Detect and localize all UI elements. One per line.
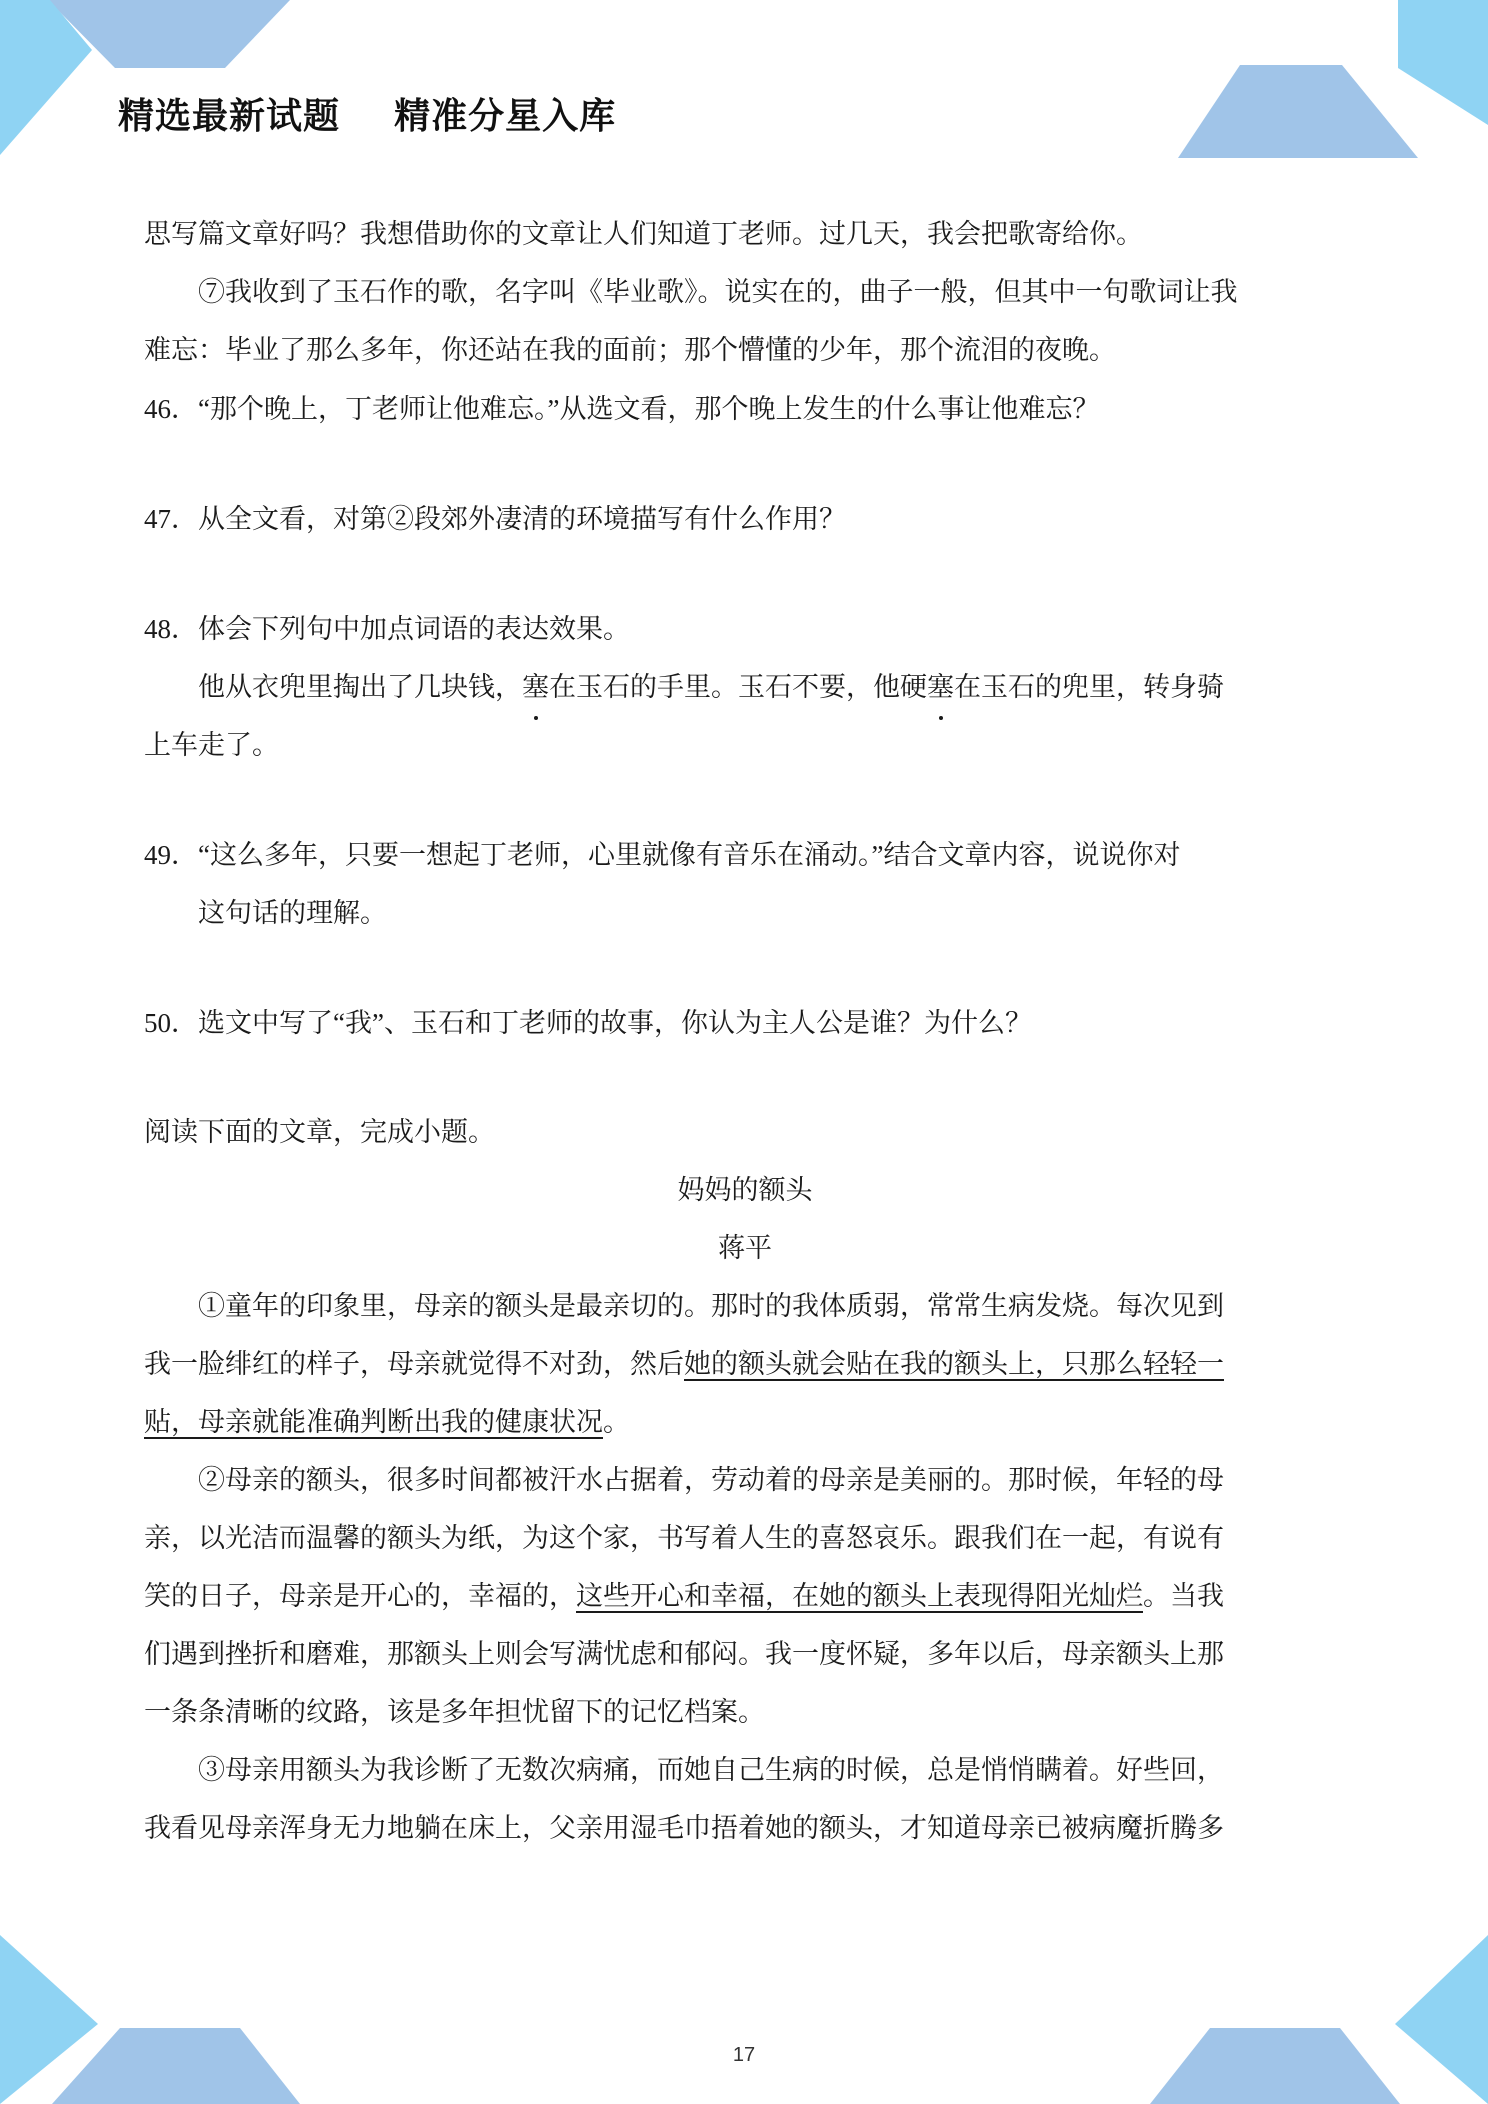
sentence-text: 他从衣兜里掏出了几块钱， <box>198 672 522 702</box>
question-49: 49．“这么多年，只要一想起丁老师，心里就像有音乐在涌动。”结合文章内容，说说你对 <box>144 840 1181 870</box>
deco-top-right-band <box>1178 65 1418 158</box>
paragraph-7-line: ⑦我收到了玉石作的歌，名字叫《毕业歌》。说实在的，曲子一般，但其中一句歌词让我 <box>198 277 1238 308</box>
paragraph-3-line: ③母亲用额头为我诊断了无数次病痛，而她自己生病的时候，总是悄悄瞒着。好些回， <box>198 1755 1224 1786</box>
deco-bottom-right-triangle <box>1395 1935 1488 2104</box>
deco-top-right-triangle <box>1398 0 1488 125</box>
dotted-word: 塞 <box>927 658 954 716</box>
paragraph-2-line: ②母亲的额头，很多时间都被汗水占据着，劳动着的母亲是美丽的。那时候，年轻的母 <box>198 1465 1224 1496</box>
paragraph-text: 。当我 <box>1143 1581 1224 1612</box>
question-50: 50．选文中写了“我”、玉石和丁老师的故事，你认为主人公是谁？为什么？ <box>144 1008 1032 1038</box>
reading-instruction: 阅读下面的文章，完成小题。 <box>144 1117 495 1148</box>
paragraph-2-line: 们遇到挫折和磨难，那额头上则会写满忧虑和郁闷。我一度怀疑，多年以后，母亲额头上那 <box>144 1639 1224 1670</box>
underlined-sentence: 这些开心和幸福，在她的额头上表现得阳光灿烂 <box>576 1581 1143 1612</box>
article-author: 蒋平 <box>718 1233 772 1264</box>
answer-space <box>144 438 1346 490</box>
question-46: 46．“那个晚上，丁老师让他难忘。”从选文看，那个晚上发生的什么事让他难忘？ <box>144 394 1100 424</box>
question-49-cont: 这句话的理解。 <box>198 898 387 928</box>
page-number: 17 <box>732 2044 756 2066</box>
paragraph-1-line <box>144 1336 1346 1394</box>
paragraph-2-line: 一条条清晰的纹路，该是多年担忧留下的记忆档案。 <box>144 1697 765 1728</box>
paragraph-text: 我一脸绯红的样子，母亲就觉得不对劲，然后 <box>144 1349 684 1380</box>
paragraph-1-line <box>144 1394 1346 1452</box>
article-title: 妈妈的额头 <box>677 1175 813 1206</box>
page-content <box>144 206 1346 1858</box>
underlined-sentence: 她的额头就会贴在我的额头上，只那么轻轻一 <box>684 1349 1224 1380</box>
underlined-sentence: 贴，母亲就能准确判断出我的健康状况 <box>144 1407 603 1438</box>
answer-space <box>144 942 1346 994</box>
answer-space <box>144 1052 1346 1104</box>
paragraph-7-line: 难忘：毕业了那么多年，你还站在我的面前；那个懵懂的少年，那个流泪的夜晚。 <box>144 335 1116 366</box>
sentence-text: 在玉石的兜里，转身骑 <box>954 672 1224 702</box>
paragraph-2-line: 亲，以光洁而温馨的额头为纸，为这个家，书写着人生的喜怒哀乐。跟我们在一起，有说有 <box>144 1523 1224 1554</box>
header-title: 精选最新试题 精准分星入库 <box>118 96 617 137</box>
question-48-sentence-cont: 上车走了。 <box>144 730 279 760</box>
answer-space <box>144 774 1346 826</box>
question-48-sentence <box>144 658 1346 716</box>
paragraph-text: 。 <box>603 1407 630 1438</box>
paragraph-text: 笑的日子，母亲是开心的，幸福的， <box>144 1581 576 1612</box>
sentence-text: 在玉石的手里。玉石不要，他硬 <box>549 672 927 702</box>
paragraph-1-line: ①童年的印象里，母亲的额头是最亲切的。那时的我体质弱，常常生病发烧。每次见到 <box>198 1291 1224 1322</box>
passage-line: 思写篇文章好吗？我想借助你的文章让人们知道丁老师。过几天，我会把歌寄给你。 <box>144 219 1143 250</box>
question-48: 48．体会下列句中加点词语的表达效果。 <box>144 614 630 644</box>
answer-space <box>144 548 1346 600</box>
dotted-word: 塞 <box>522 658 549 716</box>
question-47: 47．从全文看，对第②段郊外凄清的环境描写有什么作用？ <box>144 504 846 534</box>
paragraph-3-line: 我看见母亲浑身无力地躺在床上，父亲用湿毛巾捂着她的额头，才知道母亲已被病魔折腾多 <box>144 1813 1224 1844</box>
paragraph-2-line <box>144 1568 1346 1626</box>
